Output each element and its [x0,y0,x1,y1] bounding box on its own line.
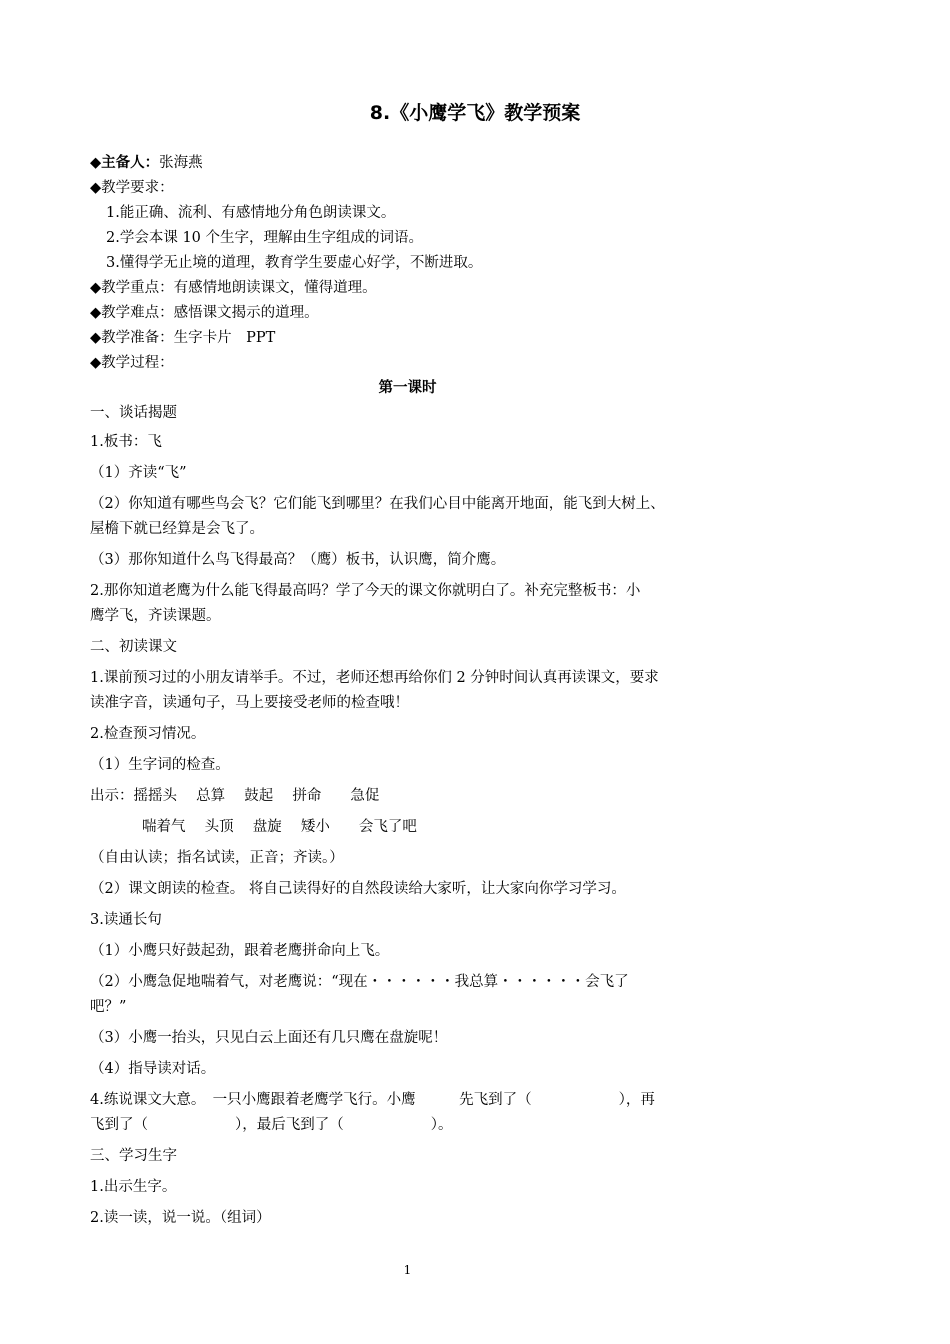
para-2-3a: （1）小鹰只好鼓起劲，跟着老鹰拼命向上飞。 [90,943,390,959]
word-list-2: 喘着气 头顶 盘旋 矮小 会飞了吧 [142,819,417,835]
para-2-1-line1: 1.课前预习过的小朋友请举手。不过，老师还想再给你们 2 分钟时间认真再读课文，要求 [90,670,659,686]
requirement-3: 3.懂得学无止境的道理，教育学生要虚心好学，不断进取。 [106,255,483,271]
para-1-1a: （1）齐读“飞” [90,465,187,481]
difficulty-point: ◆教学难点：感悟课文揭示的道理。 [90,305,319,321]
word-list-note: （自由认读；指名试读，正音；齐读。） [90,850,344,866]
para-1-1b-line1: （2）你知道有哪些鸟会飞？它们能飞到哪里？在我们心目中能离开地面，能飞到大树上、 [90,496,665,512]
para-1-1c: （3）那你知道什么鸟飞得最高？（鹰）板书，认识鹰，简介鹰。 [90,552,506,568]
para-2-3b-line2: 吧？” [90,999,127,1015]
process-label: ◆教学过程： [90,355,174,371]
para-2-2: 2.检查预习情况。 [90,726,206,742]
para-1-2-line1: 2.那你知道老鹰为什么能飞得最高吗？学了今天的课文你就明白了。补充完整板书：小 [90,583,641,599]
para-3-1: 1.出示生字。 [90,1179,177,1195]
preparer-name: 张海燕 [159,155,203,171]
page-number: 1 [403,1263,412,1277]
para-1-1b-line2: 屋檐下就已经算是会飞了。 [90,521,264,537]
word-list-1: 出示：摇摇头 总算 鼓起 拼命 急促 [90,788,380,804]
para-2-3c: （3）小鹰一抬头，只见白云上面还有几只鹰在盘旋呢！ [90,1030,448,1046]
requirements-label: ◆教学要求： [90,180,174,196]
para-1-1: 1.板书：飞 [90,434,162,450]
preparation: ◆教学准备：生字卡片 PPT [90,330,276,346]
section-1-heading: 一、谈话揭题 [90,405,177,421]
para-2-3: 3.读通长句 [90,912,162,928]
para-2-3d: （4）指导读对话。 [90,1061,216,1077]
para-2-4-line1: 4.练说课文大意。 一只小鹰跟着老鹰学飞行。小鹰 先飞到了（ ），再 [90,1092,655,1108]
key-point: ◆教学重点：有感情地朗读课文，懂得道理。 [90,280,377,296]
para-2-2b: （2）课文朗读的检查。 将自己读得好的自然段读给大家听，让大家向你学习学习。 [90,881,626,897]
requirement-1: 1.能正确、流利、有感情地分角色朗读课文。 [106,205,396,221]
requirement-2: 2.学会本课 10 个生字，理解由生字组成的词语。 [106,230,424,246]
para-2-3b-line1: （2）小鹰急促地喘着气，对老鹰说：“现在・・・・・・我总算・・・・・・会飞了 [90,974,629,990]
lesson-title: 第一课时 [378,380,437,396]
preparer-line [90,153,203,173]
para-2-1-line2: 读准字音，读通句子，马上要接受老师的检查哦！ [90,695,409,711]
section-2-heading: 二、初读课文 [90,639,177,655]
para-1-2-line2: 鹰学飞，齐读课题。 [90,608,221,624]
section-3-heading: 三、学习生字 [90,1148,177,1164]
para-2-2a: （1）生字词的检查。 [90,757,230,773]
document-title: 8.《小鹰学飞》教学预案 [369,102,581,124]
preparer-label: ◆主备人： [90,155,160,171]
para-2-4-line2: 飞到了（ ），最后飞到了（ ）。 [90,1117,453,1133]
para-3-2: 2.读一读，说一说。（组词） [90,1210,271,1226]
